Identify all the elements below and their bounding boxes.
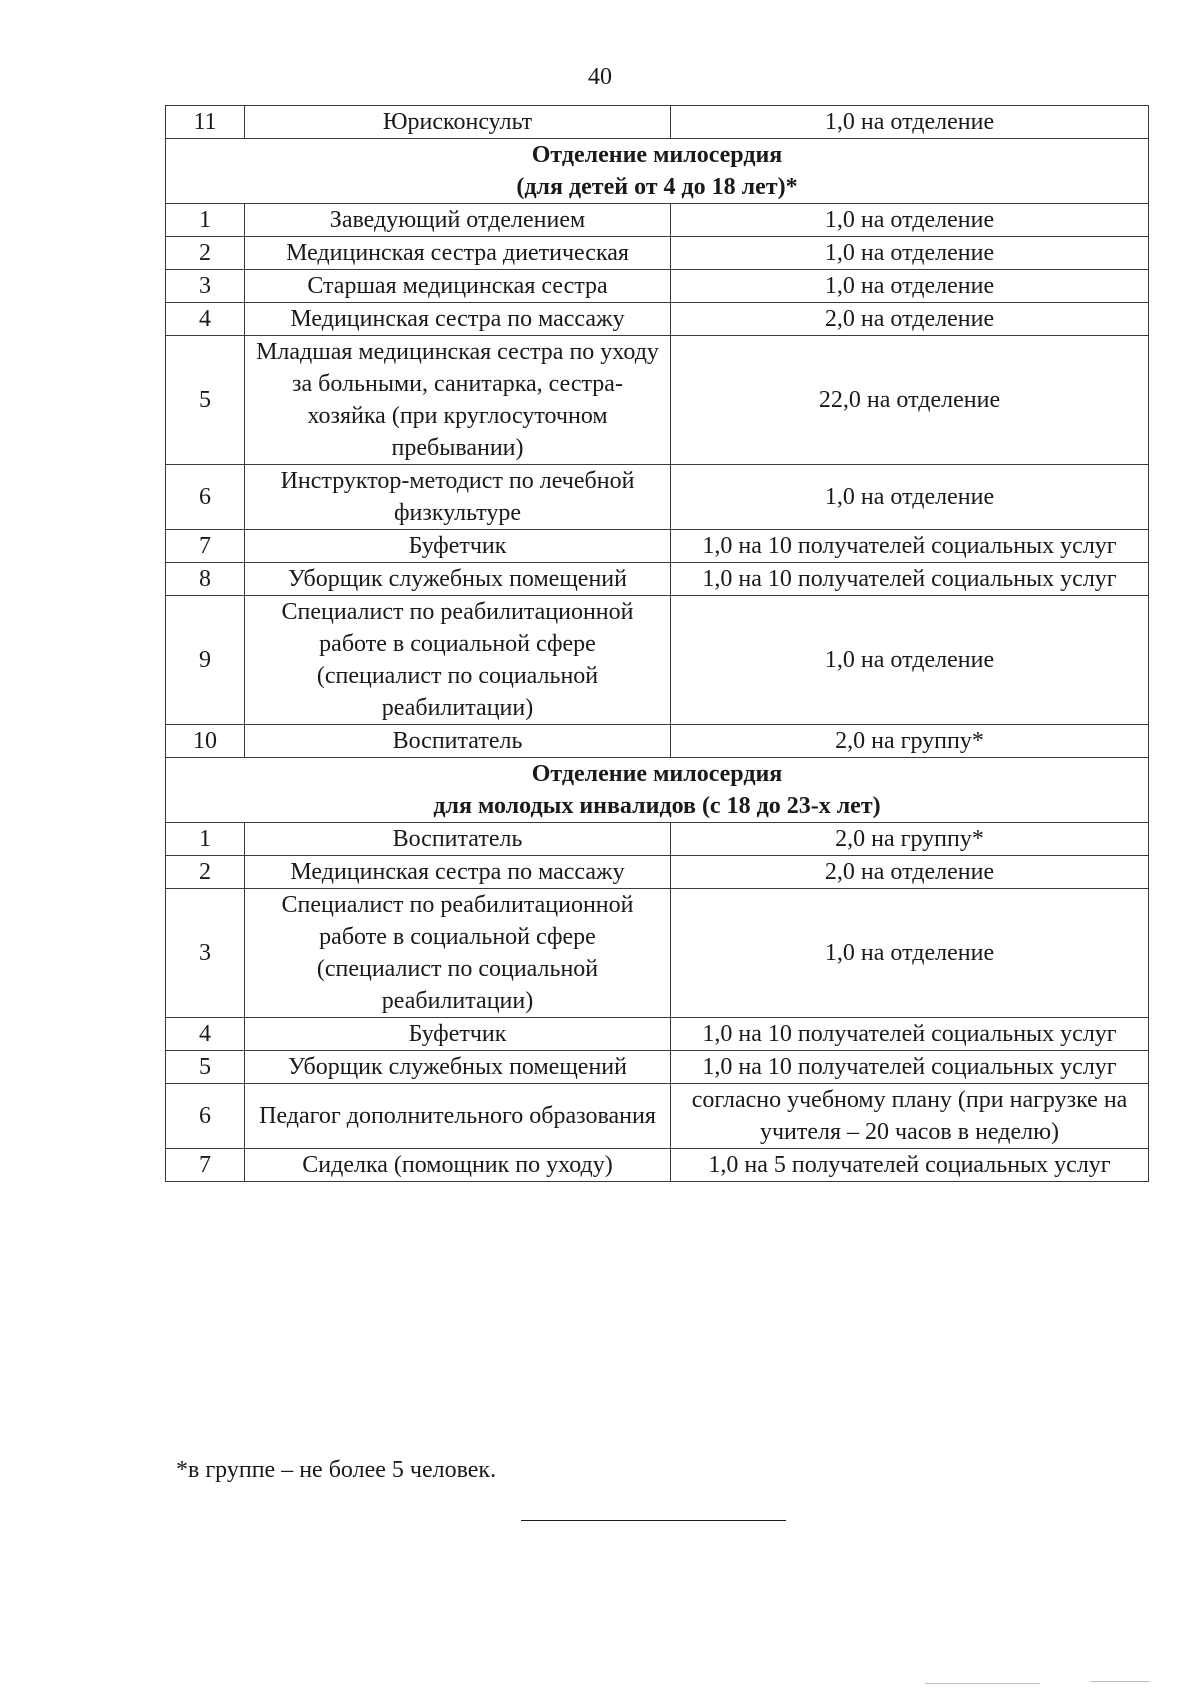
section-title [166,139,1149,204]
section-title-line: для молодых инвалидов (с 18 до 23-х лет) [433,793,881,819]
staff-norm-cell: 1,0 на 10 получателей социальных услуг [671,563,1149,596]
table-row [166,530,1149,563]
row-number-cell: 2 [166,856,245,889]
table-row [166,270,1149,303]
row-number-cell: 1 [166,204,245,237]
position-cell: Буфетчик [245,530,671,563]
staffing-table [165,105,1149,1182]
row-number-cell: 5 [166,1051,245,1084]
staff-norm-cell: согласно учебному плану (при нагрузке на учителя – 20 часов в неделю) [671,1084,1149,1149]
staffing-table-body [166,106,1149,1182]
section-title-line: Отделение милосердия [531,142,783,168]
position-cell: Инструктор-методист по лечебной физкультуре [245,465,671,530]
row-number-cell: 7 [166,530,245,563]
staff-norm-cell: 1,0 на 10 получателей социальных услуг [671,1051,1149,1084]
table-row [166,336,1149,465]
table-row [166,1051,1149,1084]
staff-norm-cell: 2,0 на отделение [671,856,1149,889]
staff-norm-cell: 1,0 на отделение [671,237,1149,270]
table-row [166,823,1149,856]
section-title-line: Отделение милосердия [531,761,783,787]
staff-norm-cell: 1,0 на отделение [671,596,1149,725]
position-cell: Буфетчик [245,1018,671,1051]
staff-norm-cell: 1,0 на отделение [671,106,1149,139]
staff-norm-cell: 1,0 на отделение [671,889,1149,1018]
staff-norm-cell: 2,0 на группу* [671,823,1149,856]
position-cell: Воспитатель [245,823,671,856]
row-number-cell: 7 [166,1149,245,1182]
position-cell: Уборщик служебных помещений [245,1051,671,1084]
position-cell: Медицинская сестра диетическая [245,237,671,270]
row-number-cell: 4 [166,1018,245,1051]
table-row [166,596,1149,725]
scan-artifact-line [925,1683,1040,1684]
end-rule [521,1520,786,1521]
staff-norm-cell: 22,0 на отделение [671,336,1149,465]
table-row [166,204,1149,237]
table-row [166,106,1149,139]
row-number-cell: 11 [166,106,245,139]
row-number-cell: 3 [166,270,245,303]
row-number-cell: 5 [166,336,245,465]
row-number-cell: 6 [166,465,245,530]
table-row [166,303,1149,336]
position-cell: Специалист по реабилитационной работе в социальной сфере (специалист по социальной реабилитации) [245,889,671,1018]
row-number-cell: 9 [166,596,245,725]
footnote: *в группе – не более 5 человек. [176,1457,497,1483]
table-row [166,563,1149,596]
table-row [166,889,1149,1018]
row-number-cell: 4 [166,303,245,336]
table-row [166,1084,1149,1149]
position-cell: Медицинская сестра по массажу [245,856,671,889]
section-title [166,758,1149,823]
table-row [166,1149,1149,1182]
position-cell: Уборщик служебных помещений [245,563,671,596]
row-number-cell: 2 [166,237,245,270]
row-number-cell: 1 [166,823,245,856]
staff-norm-cell: 2,0 на группу* [671,725,1149,758]
section-header-row [166,139,1149,204]
row-number-cell: 8 [166,563,245,596]
table-row [166,237,1149,270]
position-cell: Педагог дополнительного образования [245,1084,671,1149]
table-row [166,465,1149,530]
position-cell: Воспитатель [245,725,671,758]
section-header-row [166,758,1149,823]
position-cell: Заведующий отделением [245,204,671,237]
table-row [166,725,1149,758]
row-number-cell: 10 [166,725,245,758]
page-number: 40 [588,64,612,90]
staff-norm-cell: 1,0 на отделение [671,204,1149,237]
staff-norm-cell: 1,0 на 10 получателей социальных услуг [671,530,1149,563]
position-cell: Специалист по реабилитационной работе в социальной сфере (специалист по социальной реабилитации) [245,596,671,725]
row-number-cell: 6 [166,1084,245,1149]
staff-norm-cell: 1,0 на отделение [671,465,1149,530]
staff-norm-cell: 1,0 на отделение [671,270,1149,303]
staff-norm-cell: 1,0 на 10 получателей социальных услуг [671,1018,1149,1051]
position-cell: Сиделка (помощник по уходу) [245,1149,671,1182]
table-row [166,856,1149,889]
section-title-line: (для детей от 4 до 18 лет)* [516,174,798,200]
staff-norm-cell: 2,0 на отделение [671,303,1149,336]
position-cell: Младшая медицинская сестра по уходу за больными, санитарка, сестра-хозяйка (при круглосуточном пребывании) [245,336,671,465]
scan-artifact-line [1090,1681,1150,1682]
row-number-cell: 3 [166,889,245,1018]
position-cell: Старшая медицинская сестра [245,270,671,303]
staff-norm-cell: 1,0 на 5 получателей социальных услуг [671,1149,1149,1182]
position-cell: Медицинская сестра по массажу [245,303,671,336]
table-row [166,1018,1149,1051]
position-cell: Юрисконсульт [245,106,671,139]
